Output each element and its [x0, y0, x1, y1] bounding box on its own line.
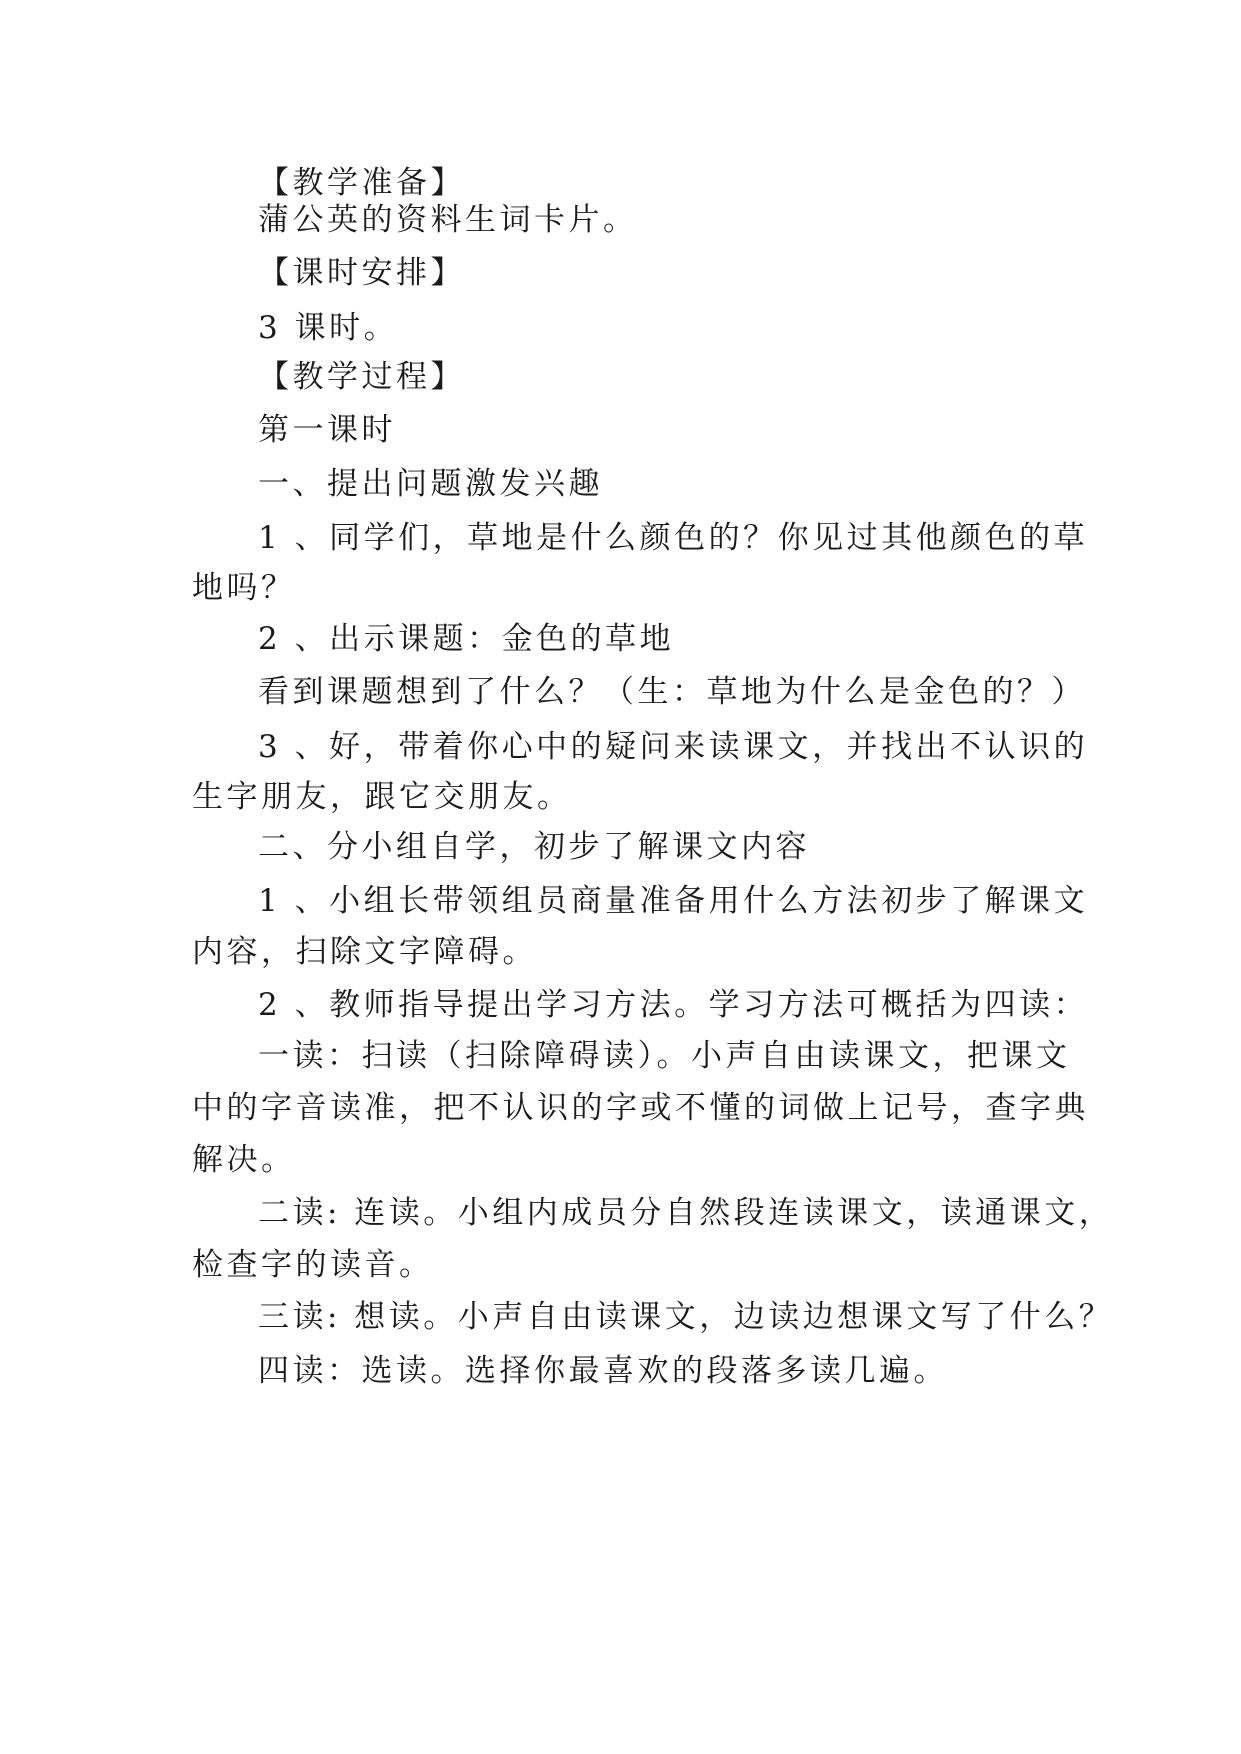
paragraph-line: 中的字音读准，把不认识的字或不懂的词做上记号，查字典: [192, 1090, 1089, 1126]
paragraph-line: 看到课题想到了什么？（生：草地为什么是金色的？）: [258, 674, 1086, 710]
heading-teaching-process: 【教学过程】: [258, 359, 465, 395]
subheading-first-lesson: 第一课时: [258, 412, 396, 448]
paragraph-line: 三读: 想读。小声自由读课文，边读边想课文写了什么？: [258, 1299, 1114, 1335]
paragraph-line: 一读：扫读（扫除障碍读）。小声自由读课文，把课文: [258, 1038, 1071, 1074]
paragraph-materials: 蒲公英的资料生词卡片。: [258, 202, 638, 238]
paragraph-line: 1 、小组长带领组员商量准备用什么方法初步了解课文: [258, 883, 1089, 919]
paragraph-line: 3 、好，带着你心中的疑问来读课文，并找出不认识的: [258, 729, 1089, 765]
paragraph-line: 生字朋友，跟它交朋友。: [192, 779, 572, 815]
paragraph-line: 2 、出示课题：金色的草地: [258, 621, 675, 657]
section-heading-2: 二、分小组自学，初步了解课文内容: [258, 829, 810, 865]
heading-lesson-schedule: 【课时安排】: [258, 255, 465, 291]
paragraph-line: 内容，扫除文字障碍。: [192, 934, 537, 970]
paragraph-line: 四读：选读。选择你最喜欢的段落多读几遍。: [258, 1353, 948, 1389]
paragraph-lesson-count: 3 课时。: [258, 310, 399, 346]
section-heading-1: 一、提出问题激发兴趣: [258, 466, 603, 502]
paragraph-line: 2 、教师指导提出学习方法。学习方法可概括为四读：: [258, 987, 1089, 1023]
heading-teaching-preparation: 【教学准备】: [258, 165, 465, 201]
paragraph-line: 二读: 连读。小组内成员分自然段连读课文，读通课文，: [258, 1195, 1114, 1231]
paragraph-line: 解决。: [192, 1142, 296, 1178]
paragraph-line: 检查字的读音。: [192, 1247, 434, 1283]
paragraph-line: 1 、同学们，草地是什么颜色的？你见过其他颜色的草: [258, 520, 1089, 556]
paragraph-line: 地吗？: [192, 570, 296, 606]
